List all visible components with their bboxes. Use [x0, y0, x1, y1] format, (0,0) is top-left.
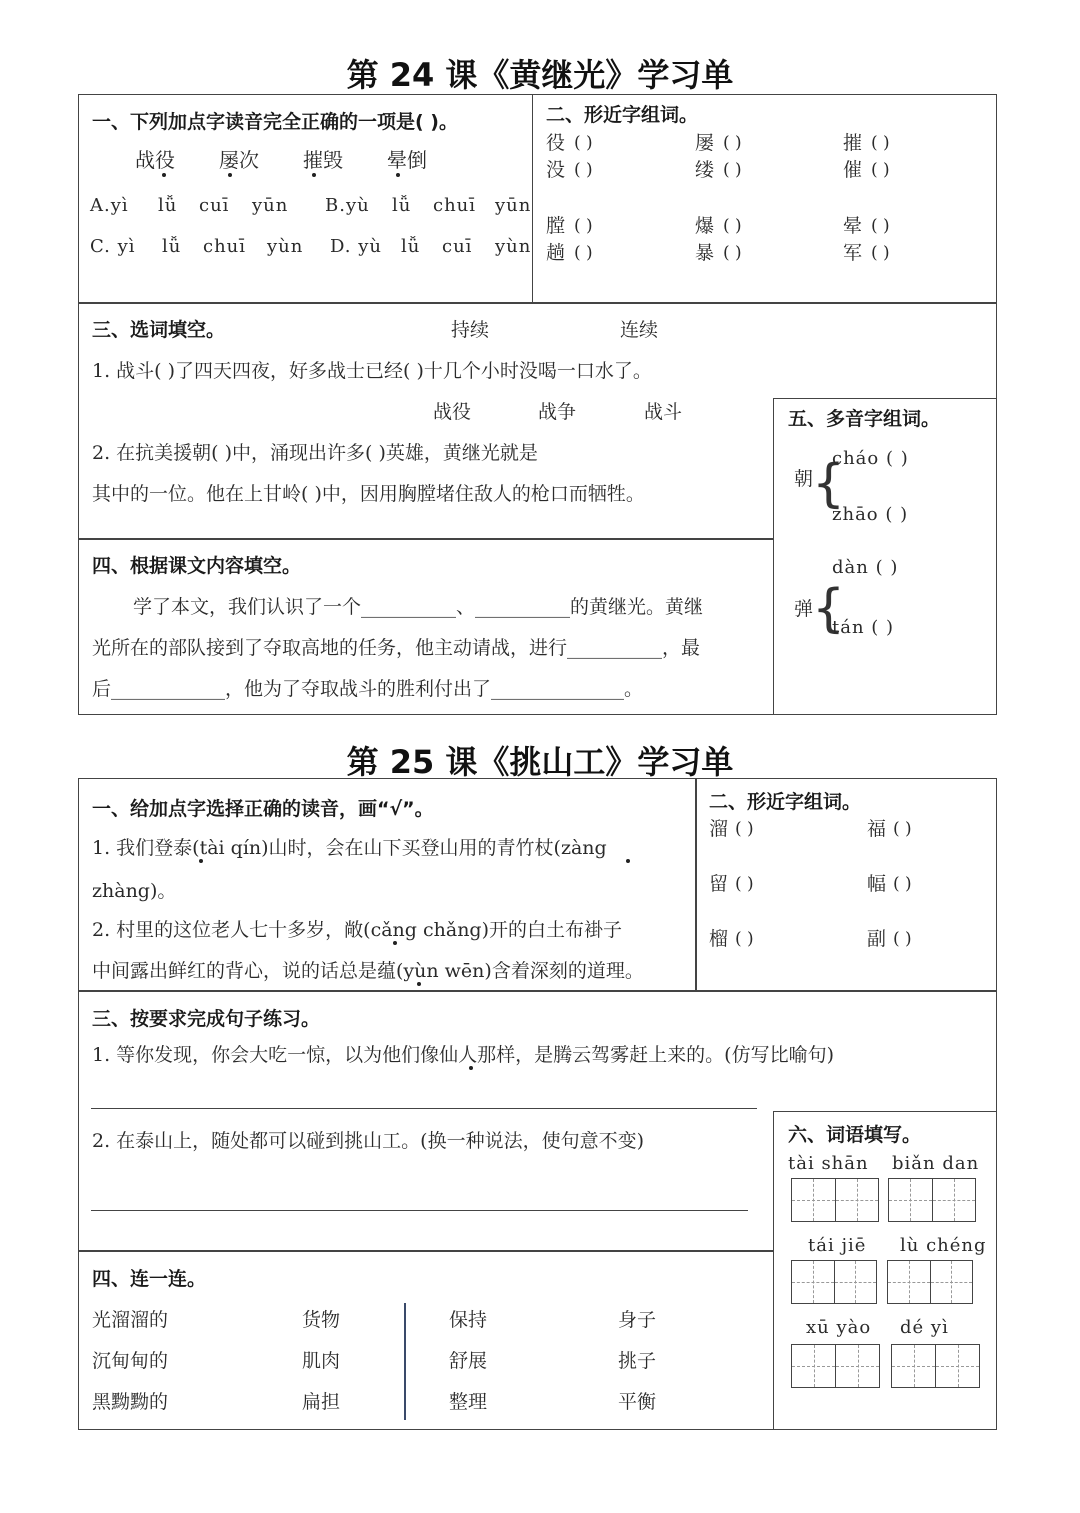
char-item: 晕	[843, 215, 863, 237]
match-right-item[interactable]: 身子	[618, 1309, 657, 1331]
char-item: 幅	[867, 873, 887, 895]
answer-blank[interactable]: ( )	[723, 133, 742, 153]
l25-s4-heading: 四、连一连。	[92, 1268, 207, 1290]
writing-grid[interactable]	[891, 1344, 980, 1388]
match-mid-item[interactable]: 肌肉	[302, 1350, 341, 1372]
writing-grid[interactable]	[791, 1344, 880, 1388]
l24-s4-line3: 后____________，他为了夺取战斗的胜利付出了______________。	[92, 678, 644, 700]
answer-line[interactable]	[91, 1210, 748, 1211]
answer-blank[interactable]: ( )	[871, 133, 890, 153]
option-c-3: chuī	[203, 236, 247, 257]
option-a-1: A.yì	[90, 195, 129, 216]
lesson25-title: 第 25 课《挑山工》学习单	[346, 743, 734, 781]
match-left-item[interactable]: 黑黝黝的	[92, 1391, 169, 1413]
l25-s1-q2a: 2. 村里的这位老人七十多岁，敞(cǎng chǎng)开的白土布褂子	[92, 919, 623, 941]
option-a-3: cuī	[199, 195, 230, 216]
answer-blank[interactable]: ( )	[574, 243, 593, 263]
l24-s5-heading: 五、多音字组词。	[788, 408, 941, 430]
match-left-item[interactable]: 沉甸甸的	[92, 1350, 169, 1372]
char-item: 摧	[843, 132, 863, 154]
brace-icon: {	[812, 454, 846, 514]
polyphone-reading: tán ( )	[832, 617, 895, 638]
answer-blank[interactable]: ( )	[735, 929, 754, 949]
word-option: 持续	[451, 319, 490, 341]
writing-grid[interactable]	[888, 1178, 976, 1222]
match-right-item[interactable]: 保持	[449, 1309, 488, 1331]
char-item: 趟	[546, 242, 566, 264]
answer-blank[interactable]: ( )	[893, 874, 912, 894]
pinyin-prompt: tài shān	[788, 1153, 869, 1174]
answer-blank[interactable]: ( )	[735, 819, 754, 839]
emphasis-dot	[228, 173, 232, 177]
word-option: 战争	[538, 401, 577, 423]
answer-blank[interactable]: ( )	[871, 243, 890, 263]
l25-s1-heading: 一、给加点字选择正确的读音，画“√”。	[92, 798, 434, 820]
match-right-item[interactable]: 舒展	[449, 1350, 488, 1372]
answer-blank[interactable]: ( )	[871, 160, 890, 180]
pinyin-prompt: biǎn dan	[892, 1153, 980, 1174]
pinyin-prompt: xū yào	[806, 1317, 872, 1338]
char-item: 膛	[546, 215, 566, 237]
option-c-2: lǚ	[162, 236, 182, 257]
answer-blank[interactable]: ( )	[574, 133, 593, 153]
answer-blank[interactable]: ( )	[723, 216, 742, 236]
l25-s1-q1b: zhàng)。	[92, 880, 177, 902]
l24-s1-word: 摧毁	[303, 148, 343, 172]
match-mid-item[interactable]: 扁担	[302, 1391, 341, 1413]
char-item: 溜	[709, 818, 729, 840]
writing-grid[interactable]	[887, 1260, 973, 1304]
l24-s3-q2a: 2. 在抗美援朝( )中，涌现出许多( )英雄，黄继光就是	[92, 442, 538, 464]
option-b-3: chuī	[433, 195, 477, 216]
answer-blank[interactable]: ( )	[871, 216, 890, 236]
answer-blank[interactable]: ( )	[893, 929, 912, 949]
polyphone-reading: zhāo ( )	[832, 504, 909, 525]
l25-s1-q2b: 中间露出鲜红的背心，说的话总是蕴(yùn wēn)含着深刻的道理。	[92, 960, 644, 982]
polyphone-reading: dàn ( )	[832, 557, 899, 578]
char-item: 暴	[695, 242, 715, 264]
pinyin-prompt: tái jiē	[808, 1235, 867, 1256]
answer-blank[interactable]: ( )	[735, 874, 754, 894]
option-d-4: yùn	[495, 236, 532, 257]
l24-s1-heading: 一、下列加点字读音完全正确的一项是( )。	[92, 111, 458, 133]
option-b-1: B.yù	[325, 195, 370, 216]
l25-s1-q1a: 1. 我们登泰(tài qín)山时，会在山下买登山用的青竹杖(zàng	[92, 837, 607, 859]
pinyin-prompt: dé yì	[900, 1317, 949, 1338]
writing-grid[interactable]	[791, 1260, 877, 1304]
l24-s4-line2: 光所在的部队接到了夺取高地的任务，他主动请战，进行__________，最	[92, 637, 701, 659]
lesson24-title: 第 24 课《黄继光》学习单	[346, 56, 734, 94]
option-c-1: C. yì	[90, 236, 136, 257]
polyphone-char: 朝	[794, 468, 814, 490]
column-divider	[404, 1303, 406, 1420]
match-left-item[interactable]: 光溜溜的	[92, 1309, 169, 1331]
word-option: 战役	[433, 401, 472, 423]
l25-s3-q2: 2. 在泰山上，随处都可以碰到挑山工。(换一种说法，使句意不变)	[92, 1130, 644, 1152]
option-b-4: yūn	[495, 195, 532, 216]
char-item: 没	[546, 159, 566, 181]
char-item: 役	[546, 132, 566, 154]
l24-s3-q2b: 其中的一位。他在上甘岭( )中，因用胸膛堵住敌人的枪口而牺牲。	[92, 483, 645, 505]
l25-s3-heading: 三、按要求完成句子练习。	[92, 1008, 321, 1030]
answer-blank[interactable]: ( )	[723, 243, 742, 263]
emphasis-dot	[162, 173, 166, 177]
word-option: 战斗	[644, 401, 683, 423]
l25-s2-heading: 二、形近字组词。	[709, 791, 862, 813]
polyphone-char: 弹	[794, 598, 814, 620]
l24-s4-heading: 四、根据课文内容填空。	[92, 555, 302, 577]
emphasis-dot	[417, 982, 421, 986]
emphasis-dot	[469, 1066, 473, 1070]
writing-grid[interactable]	[791, 1178, 879, 1222]
match-right-item[interactable]: 平衡	[618, 1391, 657, 1413]
match-right-item[interactable]: 挑子	[618, 1350, 657, 1372]
option-b-2: lǚ	[392, 195, 412, 216]
char-item: 催	[843, 159, 863, 181]
char-item: 榴	[709, 928, 729, 950]
answer-line[interactable]	[91, 1108, 757, 1109]
match-mid-item[interactable]: 货物	[302, 1309, 341, 1331]
char-item: 屡	[695, 132, 715, 154]
pinyin-prompt: lù chéng	[900, 1235, 987, 1256]
char-item: 福	[867, 818, 887, 840]
char-item: 副	[867, 928, 887, 950]
emphasis-dot	[393, 941, 397, 945]
option-c-4: yùn	[267, 236, 304, 257]
match-right-item[interactable]: 整理	[449, 1391, 488, 1413]
l24-s2-heading: 二、形近字组词。	[546, 104, 699, 126]
answer-blank[interactable]: ( )	[723, 160, 742, 180]
option-d-3: cuī	[442, 236, 473, 257]
char-item: 缕	[695, 159, 715, 181]
option-a-2: lǚ	[158, 195, 178, 216]
l25-s3-q1: 1. 等你发现，你会大吃一惊，以为他们像仙人那样，是腾云驾雾赶上来的。(仿写比喻句)	[92, 1044, 834, 1066]
l25-s6-heading: 六、词语填写。	[788, 1124, 922, 1146]
option-d-2: lǚ	[401, 236, 421, 257]
word-option: 连续	[620, 319, 659, 341]
option-a-4: yūn	[252, 195, 289, 216]
answer-blank[interactable]: ( )	[574, 216, 593, 236]
emphasis-dot	[312, 173, 316, 177]
l24-s1-word: 屡次	[219, 148, 259, 172]
answer-blank[interactable]: ( )	[893, 819, 912, 839]
l24-s4-line1: 学了本文，我们认识了一个__________、__________的黄继光。黄继	[133, 596, 704, 618]
answer-blank[interactable]: ( )	[574, 160, 593, 180]
emphasis-dot	[396, 173, 400, 177]
l24-s1-word: 晕倒	[387, 148, 427, 172]
char-item: 军	[843, 242, 863, 264]
emphasis-dot	[626, 859, 630, 863]
l24-s3-q1: 1. 战斗( )了四天四夜，好多战士已经( )十几个小时没喝一口水了。	[92, 360, 652, 382]
char-item: 留	[709, 873, 729, 895]
emphasis-dot	[199, 859, 203, 863]
char-item: 爆	[695, 215, 715, 237]
option-d-1: D. yù	[330, 236, 382, 257]
brace-icon: {	[812, 579, 846, 639]
polyphone-reading: cháo ( )	[832, 448, 909, 469]
l24-s1-word: 战役	[135, 148, 175, 172]
l24-s3-heading: 三、选词填空。	[92, 319, 226, 341]
